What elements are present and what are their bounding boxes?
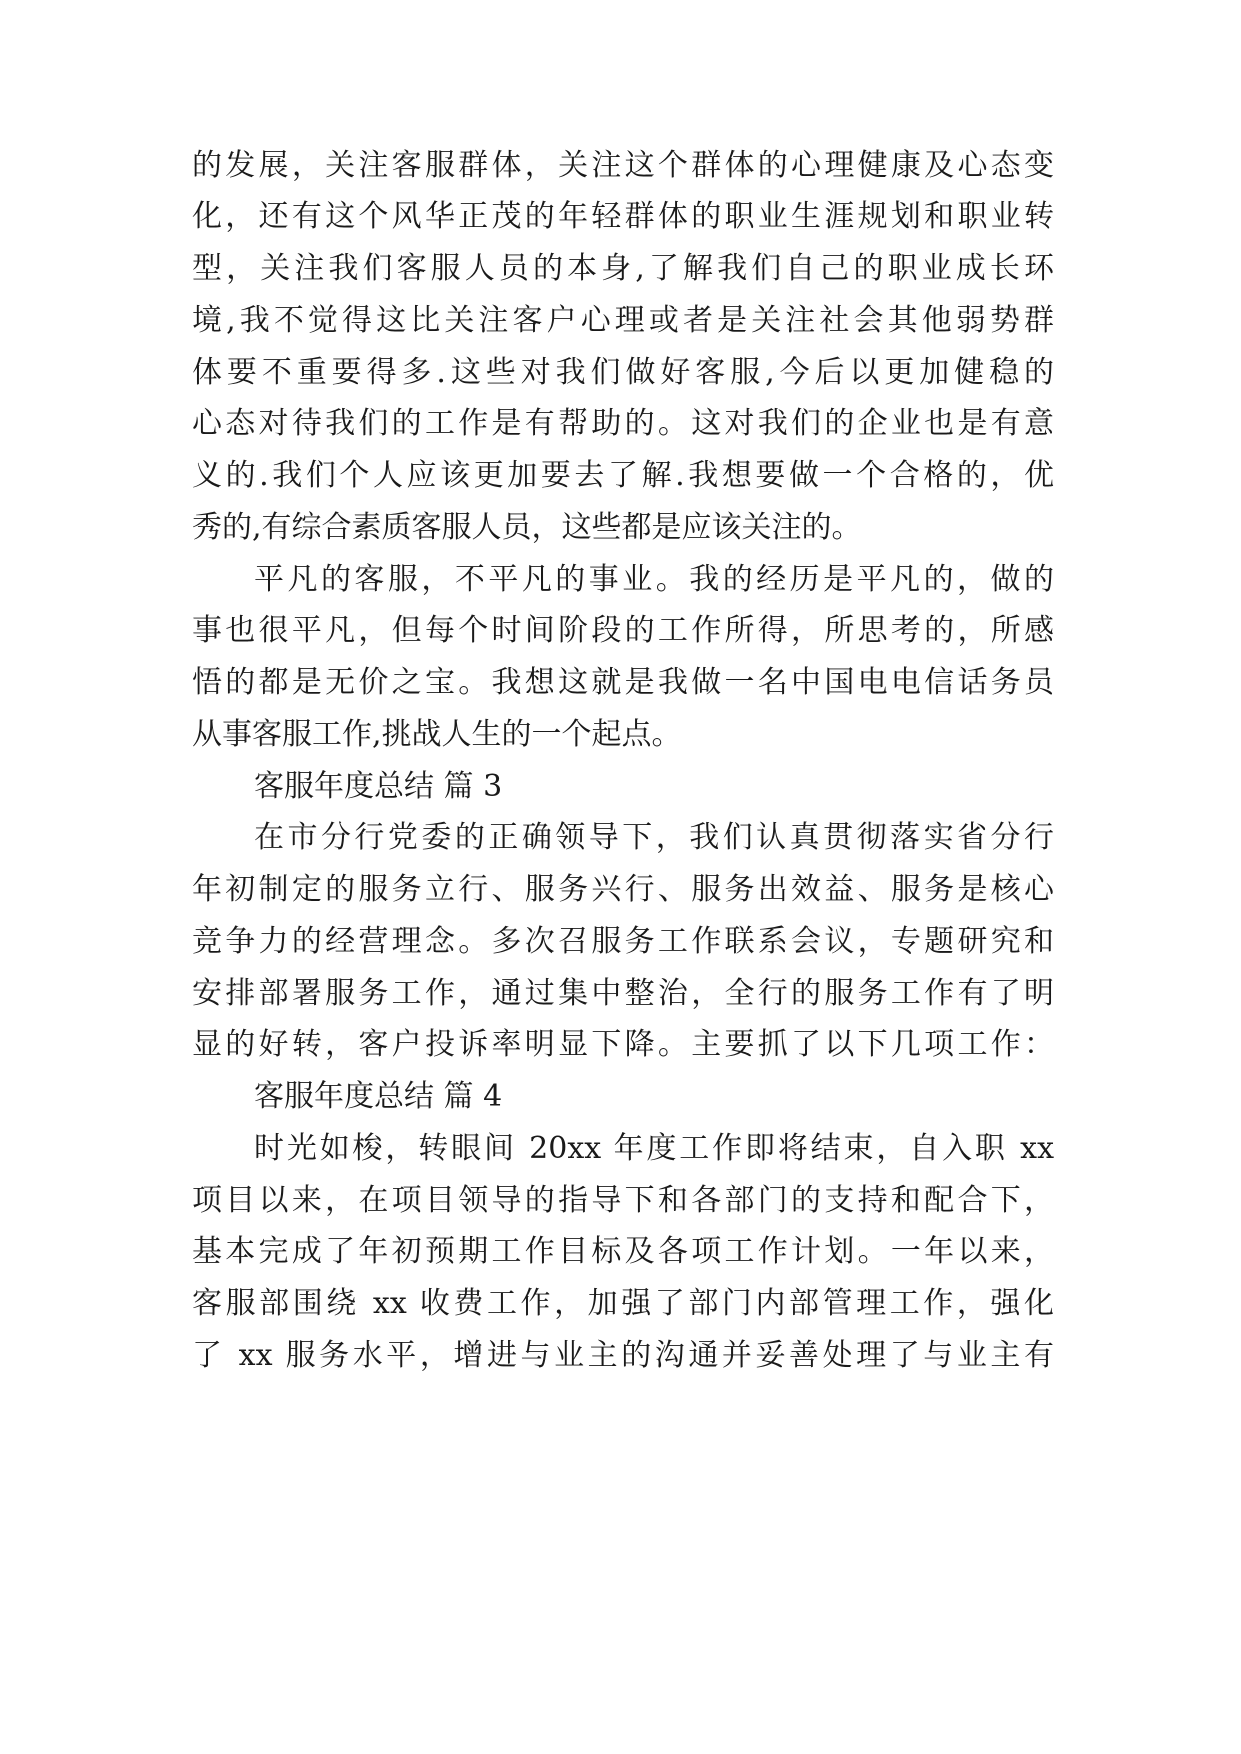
paragraph-first-line: 在市分行党委的正确领导下，我们认真贯彻落实省分行 xyxy=(254,820,1054,855)
text-line: 了 xx 服务水平，增进与业主的沟通并妥善处理了与业主有 xyxy=(192,1338,1054,1373)
text-line: 从事客服工作,挑战人生的一个起点。 xyxy=(192,717,682,752)
paragraph-first-line: 平凡的客服，不平凡的事业。我的经历是平凡的，做的 xyxy=(254,562,1054,597)
text-line: 义的.我们个人应该更加要去了解.我想要做一个合格的，优 xyxy=(192,458,1054,493)
paragraph-first-line: 时光如梭，转眼间 20xx 年度工作即将结束，自入职 xx xyxy=(254,1131,1054,1166)
text-line: 心态对待我们的工作是有帮助的。这对我们的企业也是有意 xyxy=(192,406,1054,441)
text-line: 竞争力的经营理念。多次召服务工作联系会议，专题研究和 xyxy=(192,924,1054,959)
text-line: 基本完成了年初预期工作目标及各项工作计划。一年以来， xyxy=(192,1234,1054,1269)
text-line: 悟的都是无价之宝。我想这就是我做一名中国电电信话务员 xyxy=(192,665,1054,700)
text-line: 年初制定的服务立行、服务兴行、服务出效益、服务是核心 xyxy=(192,872,1054,907)
text-line: 秀的,有综合素质客服人员，这些都是应该关注的。 xyxy=(192,510,862,545)
text-line: 体要不重要得多.这些对我们做好客服,今后以更加健稳的 xyxy=(192,355,1054,390)
section-heading: 客服年度总结 篇 4 xyxy=(254,1079,503,1114)
text-line: 境,我不觉得这比关注客户心理或者是关注社会其他弱势群 xyxy=(192,303,1054,338)
text-line: 项目以来，在项目领导的指导下和各部门的支持和配合下， xyxy=(192,1183,1054,1218)
text-line: 型，关注我们客服人员的本身,了解我们自己的职业成长环 xyxy=(192,251,1054,286)
text-line: 安排部署服务工作，通过集中整治，全行的服务工作有了明 xyxy=(192,976,1054,1011)
text-line: 显的好转，客户投诉率明显下降。主要抓了以下几项工作： xyxy=(192,1027,1054,1062)
text-line: 事也很平凡，但每个时间阶段的工作所得，所思考的，所感 xyxy=(192,613,1054,648)
text-line: 化，还有这个风华正茂的年轻群体的职业生涯规划和职业转 xyxy=(192,199,1054,234)
text-line: 客服部围绕 xx 收费工作，加强了部门内部管理工作，强化 xyxy=(192,1286,1054,1321)
text-line: 的发展，关注客服群体，关注这个群体的心理健康及心态变 xyxy=(192,148,1054,183)
section-heading: 客服年度总结 篇 3 xyxy=(254,769,503,804)
